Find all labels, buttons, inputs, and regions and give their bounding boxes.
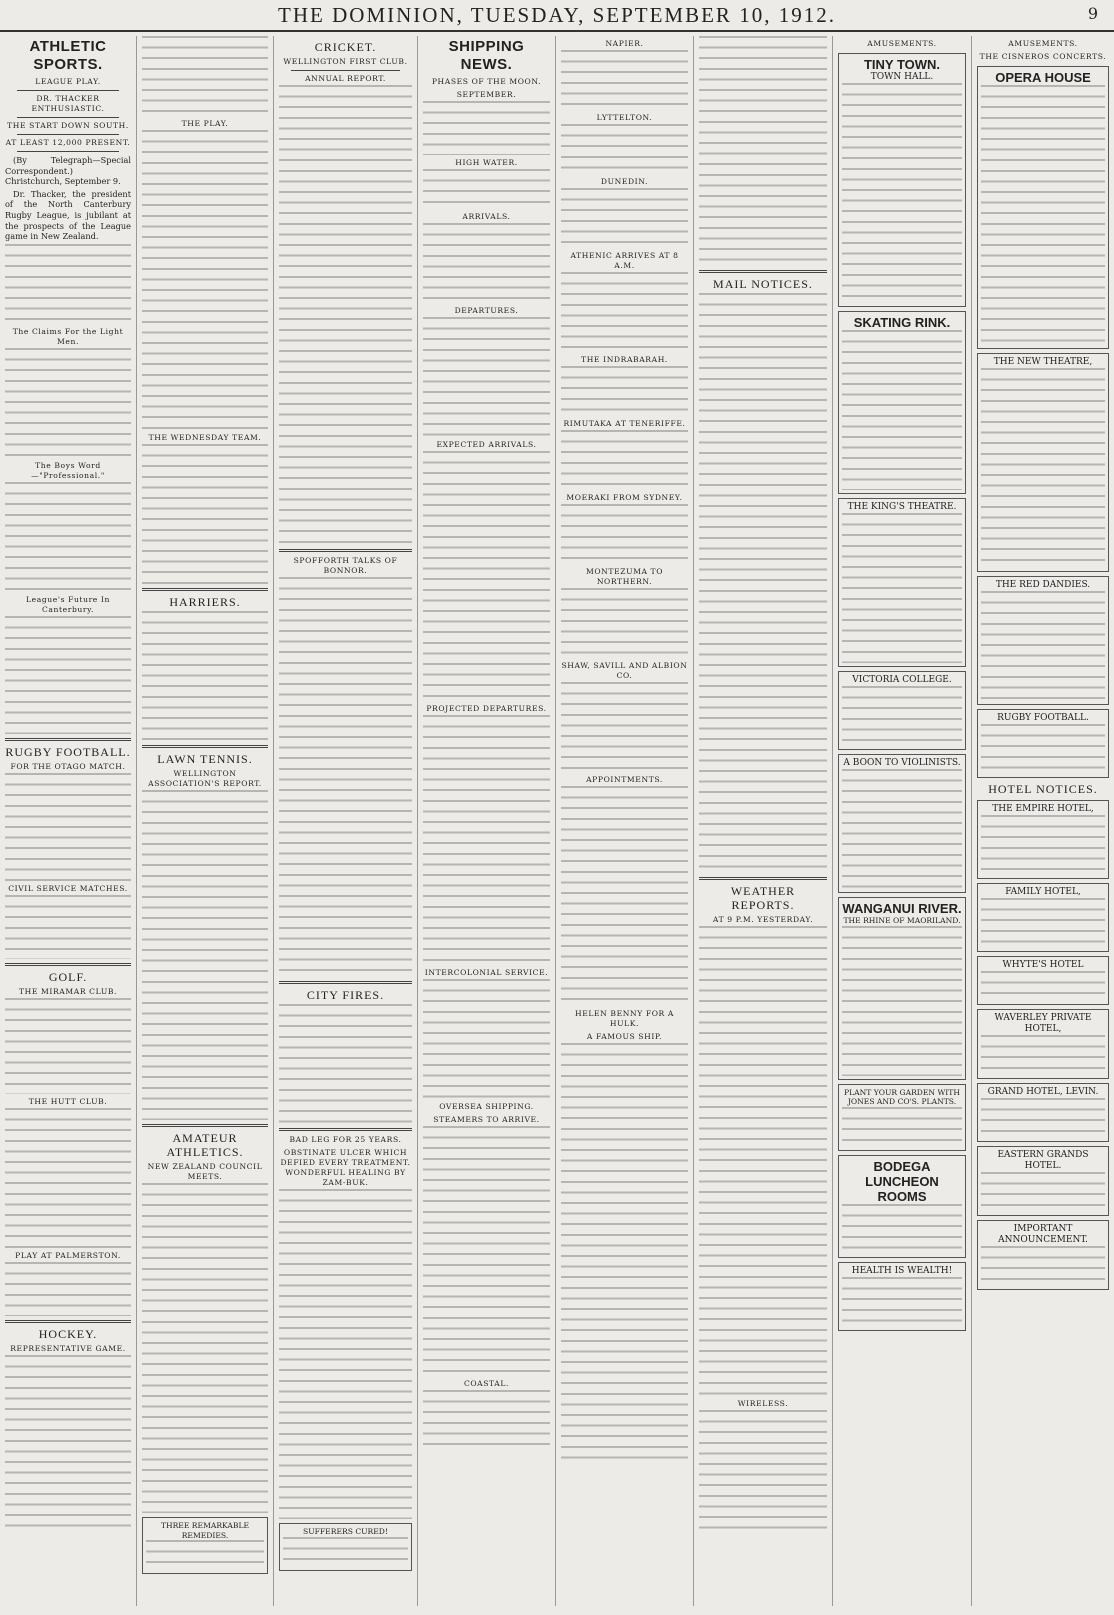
body-text-block: [561, 188, 688, 248]
body-text-block: [5, 895, 131, 959]
rhine-title: THE RHINE OF MAORILAND.: [843, 916, 961, 925]
nz-council-subhead: NEW ZEALAND COUNCIL MEETS.: [147, 1162, 263, 1181]
bodega-title: BODEGA LUNCHEON ROOMS: [865, 1158, 939, 1204]
grand-title: GRAND HOTEL, LEVIN.: [987, 1087, 1099, 1097]
body-text-block: [561, 588, 688, 658]
body-text-block: [561, 50, 688, 110]
mail-notices-heading: MAIL NOTICES.: [713, 277, 813, 291]
claims-subhead: The Claims For the Light Men.: [12, 326, 124, 346]
empire-hotel-ad: [977, 800, 1109, 879]
town-hall-title: TOWN HALL.: [870, 72, 934, 82]
spofforth-subhead: SPOFFORTH TALKS OF BONNOR.: [293, 556, 398, 575]
annual-report-subhead: ANNUAL REPORT.: [305, 74, 386, 83]
red-dandies-ad: [977, 576, 1109, 705]
column-amusements-hotels: [972, 36, 1114, 1606]
body-text-block: [5, 244, 131, 324]
body-text-block: [561, 504, 688, 564]
sufferers-ad-title: SUFFERERS CURED!: [303, 1527, 388, 1536]
high-water-subhead: HIGH WATER.: [455, 158, 518, 167]
coastal-subhead: COASTAL.: [463, 1379, 510, 1388]
columns: [0, 36, 1114, 1608]
body-text-block: [699, 926, 827, 1396]
palmerston-subhead: PLAY AT PALMERSTON.: [15, 1250, 121, 1260]
body-text-block: [279, 1189, 412, 1519]
grand-hotel-ad: [977, 1083, 1109, 1142]
famous-ship-subhead: A FAMOUS SHIP.: [586, 1032, 663, 1041]
rimutaka-subhead: RIMUTAKA AT TENERIFFE.: [563, 419, 686, 428]
montezuma-subhead: MONTEZUMA TO NORTHERN.: [585, 567, 664, 586]
athenic-subhead: ATHENIC ARRIVES AT 8 A.M.: [570, 251, 679, 270]
red-dandies-title: THE RED DANDIES.: [995, 580, 1091, 590]
column-shipping-news: [418, 36, 556, 1606]
shipping-news-heading: SHIPPING NEWS.: [448, 38, 525, 73]
shaw-savill-subhead: SHAW, SAVILL AND ALBION CO.: [561, 661, 688, 680]
rugby-title: RUGBY FOOTBALL.: [997, 713, 1089, 723]
dunedin-subhead: DUNEDIN.: [600, 177, 649, 186]
wellington-association-subhead: WELLINGTON ASSOCIATION'S REPORT.: [148, 769, 262, 788]
moeraki-subhead: MOERAKI FROM SYDNEY.: [566, 493, 683, 502]
health-title: HEALTH IS WEALTH!: [851, 1265, 953, 1276]
body-text-block: [699, 1410, 827, 1530]
body-text-block: [423, 101, 550, 155]
city-fires-heading: CITY FIRES.: [306, 988, 385, 1002]
body-text-block: [279, 577, 412, 977]
body-text-block: [423, 1126, 550, 1376]
miramar-subhead: THE MIRAMAR CLUB.: [18, 986, 118, 996]
civil-service-subhead: CIVIL SERVICE MATCHES.: [8, 883, 128, 893]
family-hotel-ad: [977, 883, 1109, 952]
bad-leg-detail: OBSTINATE ULCER WHICH DEFIED EVERY TREATMENT. WONDERFUL HEALING BY ZAM-BUK.: [280, 1148, 411, 1187]
hutt-subhead: THE HUTT CLUB.: [28, 1096, 108, 1106]
body-text-block: [423, 223, 550, 303]
column-cricket: [274, 36, 418, 1606]
body-text-block: [561, 682, 688, 772]
empire-title: THE EMPIRE HOTEL,: [992, 804, 1094, 814]
cisneros-subhead: THE CISNEROS CONCERTS.: [979, 52, 1107, 61]
the-play-subhead: THE PLAY.: [181, 119, 229, 128]
weather-subhead: AT 9 P.M. YESTERDAY.: [712, 915, 814, 924]
body-text-block: [5, 616, 131, 734]
projected-departures-subhead: PROJECTED DEPARTURES.: [426, 704, 547, 713]
rugby-football-heading: RUGBY FOOTBALL.: [5, 744, 131, 759]
rugby-ad: [977, 709, 1109, 778]
start-subhead: THE START DOWN SOUTH.: [7, 121, 129, 130]
kings-title: THE KING'S THEATRE.: [847, 502, 957, 512]
waverley-hotel-ad: [977, 1009, 1109, 1079]
body-text-block: [142, 36, 268, 116]
body-text-block: [561, 430, 688, 490]
crowd-subhead: AT LEAST 12,000 PRESENT.: [5, 138, 131, 147]
bad-leg-subhead: BAD LEG FOR 25 YEARS.: [289, 1135, 402, 1144]
expected-arrivals-subhead: EXPECTED ARRIVALS.: [436, 440, 537, 449]
steamers-subhead: STEAMERS TO ARRIVE.: [433, 1115, 540, 1124]
body-text-block: [423, 451, 550, 701]
body-text-block: [423, 715, 550, 965]
body-text-block: [561, 366, 688, 416]
column-sports-continued: [137, 36, 274, 1606]
body-text-block: [699, 36, 827, 266]
column-shipping-continued: [556, 36, 694, 1606]
moon-subhead: PHASES OF THE MOON.: [431, 77, 542, 86]
body-text-block: [423, 1390, 550, 1450]
body-text-block: [142, 790, 268, 1120]
amateur-athletics-heading: AMATEUR ATHLETICS.: [166, 1131, 244, 1159]
page-number: 9: [1087, 4, 1098, 23]
column-mail-weather: [694, 36, 833, 1606]
new-theatre-title: THE NEW THEATRE,: [993, 357, 1093, 367]
wanganui-title: WANGANUI RIVER.: [842, 901, 962, 916]
kings-theatre-ad: [838, 498, 966, 667]
body-text-block: [5, 482, 131, 592]
plant-title: PLANT YOUR GARDEN WITH JONES AND CO'S. PLANTS.: [844, 1087, 960, 1107]
opera-house-ad: [977, 66, 1109, 349]
opera-house-title: OPERA HOUSE: [995, 70, 1091, 85]
skating-title: SKATING RINK.: [853, 315, 951, 330]
body-text-block: [561, 272, 688, 352]
hotel-notices-heading: HOTEL NOTICES.: [988, 782, 1098, 796]
masthead-title: THE DOMINION, TUESDAY, SEPTEMBER 10, 1912.: [278, 2, 836, 27]
body-text-block: [142, 611, 268, 741]
hockey-heading: HOCKEY.: [38, 1326, 98, 1341]
family-title: FAMILY HOTEL,: [1005, 887, 1081, 897]
wanganui-ad: [838, 897, 966, 1080]
representative-subhead: REPRESENTATIVE GAME.: [10, 1343, 126, 1353]
weather-reports-heading: WEATHER REPORTS.: [730, 884, 796, 912]
body-text-block: [561, 124, 688, 174]
appointments-subhead: APPOINTMENTS.: [586, 775, 663, 784]
tiny-town-title: TINY TOWN.: [863, 57, 941, 72]
month-subhead: SEPTEMBER.: [456, 90, 517, 99]
column-athletic-sports: [0, 36, 137, 1606]
body-text-block: [279, 1004, 412, 1124]
otago-match-subhead: FOR THE OTAGO MATCH.: [10, 761, 126, 771]
eastern-grands-ad: [977, 1146, 1109, 1216]
amusements-heading-2: AMUSEMENTS.: [1008, 39, 1078, 48]
eastern-title: EASTERN GRANDS HOTEL.: [997, 1150, 1089, 1171]
town-hall-ad: [838, 53, 966, 307]
league-play-subhead: LEAGUE PLAY.: [35, 77, 101, 86]
whytes-hotel-ad: [977, 956, 1109, 1005]
body-text-block: [423, 317, 550, 437]
helen-benny-subhead: HELEN BENNY FOR A HULK.: [575, 1009, 674, 1028]
dateline: (By Telegraph—Special Correspondent.) Christchurch, September 9.: [5, 155, 131, 187]
victoria-college-ad: [838, 671, 966, 750]
athletic-sports-heading: ATHLETIC SPORTS.: [29, 38, 107, 73]
body-text-block: [142, 1183, 268, 1513]
body-text-block: [5, 773, 131, 881]
important-announcement-ad: [977, 1220, 1109, 1290]
violinists-ad: [838, 754, 966, 893]
cricket-heading: CRICKET.: [314, 40, 377, 54]
indrabarah-subhead: THE INDRABARAH.: [581, 355, 668, 364]
body-text-block: [5, 348, 131, 458]
wednesday-team-subhead: THE WEDNESDAY TEAM.: [148, 433, 262, 442]
wellington-club-subhead: WELLINGTON FIRST CLUB.: [283, 57, 408, 66]
column-amusements: [833, 36, 972, 1606]
plant-ad: [838, 1084, 966, 1151]
golf-heading: GOLF.: [48, 969, 88, 984]
body-text-block: [5, 1108, 131, 1248]
body-text-block: [5, 998, 131, 1094]
body-text-block: [142, 444, 268, 584]
masthead: [0, 0, 1114, 32]
body-text-block: [561, 786, 688, 1006]
body-text-block: [423, 979, 550, 1099]
whytes-title: WHYTE'S HOTEL: [1002, 960, 1084, 970]
article-paragraph: Dr. Thacker, the president of the North Canterbury Rugby League, is jubilant at the prospects of the League game in New Zealand.: [5, 188, 131, 242]
napier-subhead: NAPIER.: [605, 39, 644, 48]
victoria-title: VICTORIA COLLEGE.: [852, 675, 952, 685]
league-future-subhead: League's Future In Canterbury.: [25, 594, 111, 614]
important-title: IMPORTANT ANNOUNCEMENT.: [998, 1224, 1088, 1245]
thacker-subhead: DR. THACKER ENTHUSIASTIC.: [31, 94, 105, 113]
skating-rink-ad: [838, 311, 966, 494]
lawn-tennis-heading: LAWN TENNIS.: [157, 752, 253, 766]
health-ad: [838, 1262, 966, 1331]
departures-subhead: DEPARTURES.: [454, 306, 519, 315]
oversea-shipping-subhead: OVERSEA SHIPPING.: [439, 1102, 534, 1111]
bodega-ad: [838, 1155, 966, 1258]
body-text-block: [561, 1043, 688, 1463]
lyttelton-subhead: LYTTELTON.: [596, 113, 653, 122]
intercolonial-subhead: INTERCOLONIAL SERVICE.: [424, 968, 549, 977]
body-text-block: [279, 85, 412, 545]
waverley-title: WAVERLEY PRIVATE HOTEL,: [994, 1013, 1092, 1034]
sufferers-ad: [279, 1523, 412, 1571]
new-theatre-ad: [977, 353, 1109, 572]
body-text-block: [699, 293, 827, 873]
body-text-block: [5, 1355, 131, 1535]
remedies-ad-title: THREE REMARKABLE REMEDIES.: [160, 1521, 250, 1540]
wireless-subhead: WIRELESS.: [737, 1399, 789, 1408]
body-text-block: [5, 1262, 131, 1316]
harriers-heading: HARRIERS.: [169, 595, 241, 609]
violinists-title: A BOON TO VIOLINISTS.: [843, 758, 961, 768]
body-text-block: [142, 130, 268, 430]
body-text-block: [423, 169, 550, 209]
arrivals-subhead: ARRIVALS.: [462, 212, 511, 221]
remedies-ad: [142, 1517, 268, 1574]
amusements-heading: AMUSEMENTS.: [867, 39, 937, 48]
boys-subhead: The Boys Word—"Professional.": [31, 460, 105, 480]
